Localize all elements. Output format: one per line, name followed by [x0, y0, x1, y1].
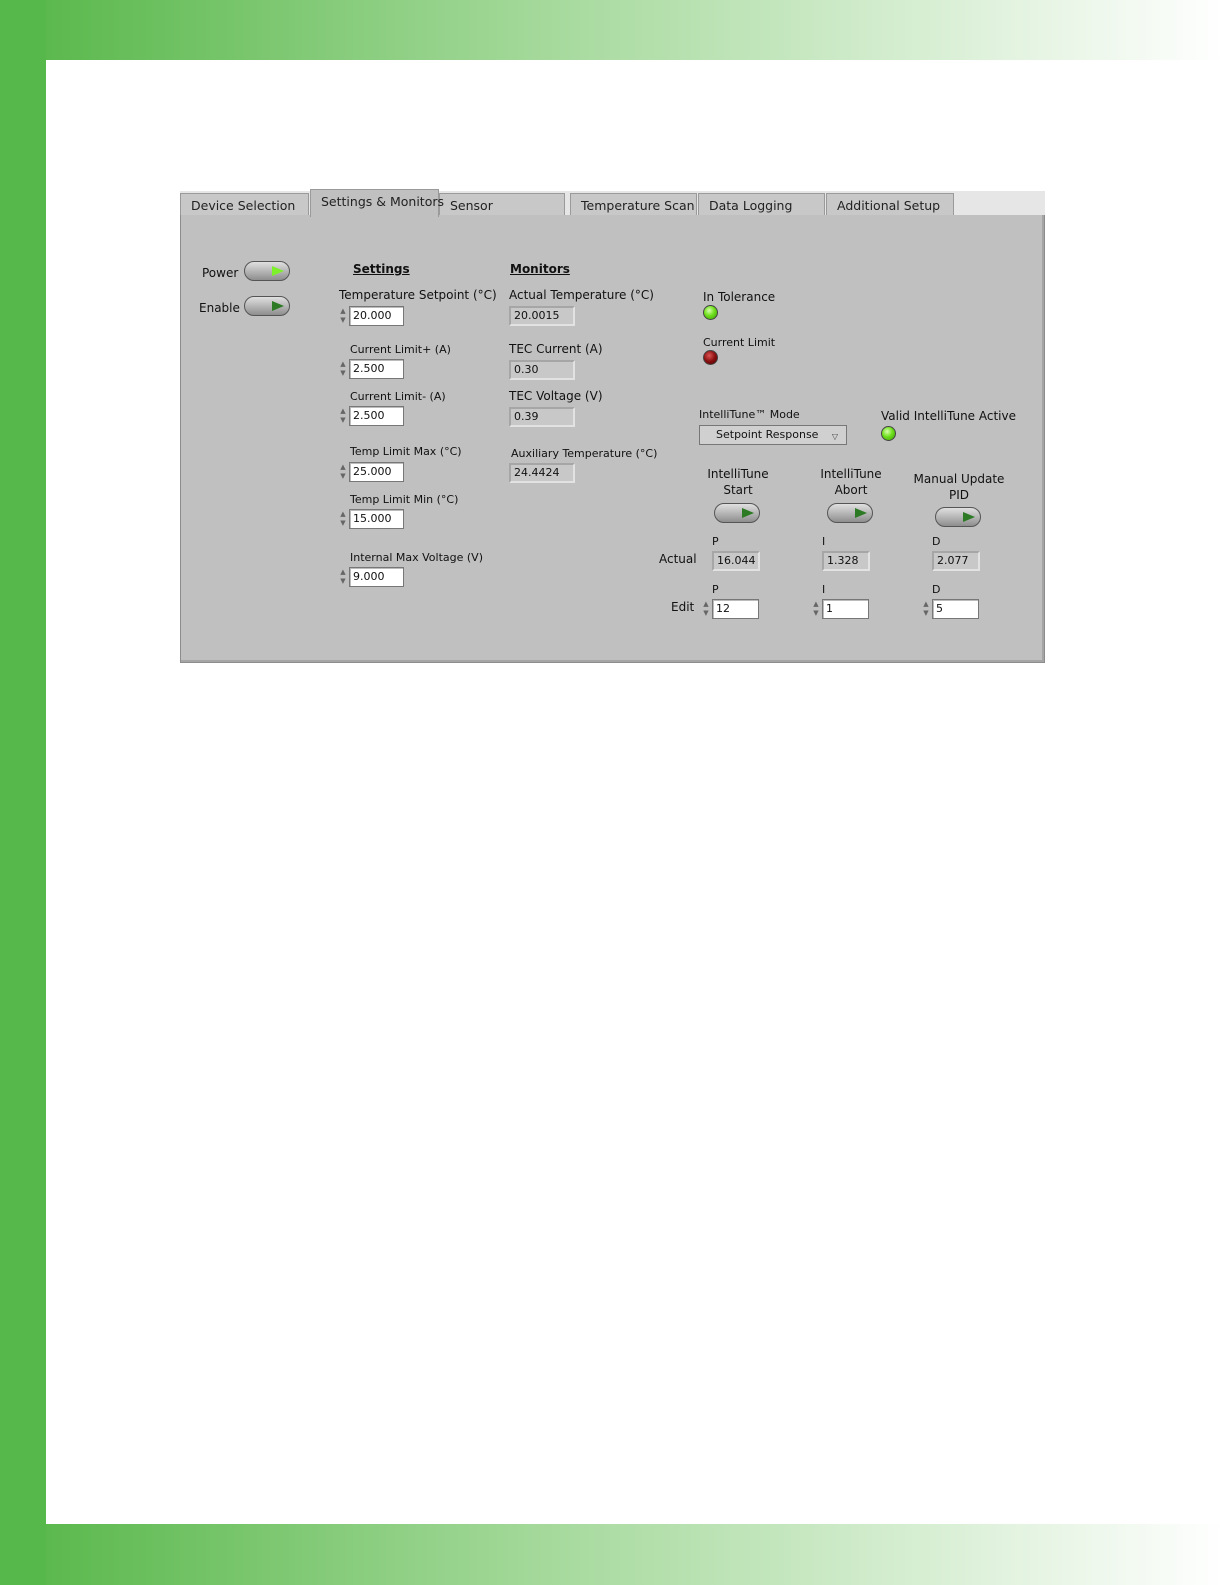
temp-limit-max-label: Temp Limit Max (°C) [350, 445, 462, 458]
temp-limit-max-spinner[interactable]: ▲ ▼ [340, 463, 346, 480]
tab-bar [180, 191, 1045, 215]
current-limit-neg-control [338, 406, 408, 428]
internal-max-voltage-spinner[interactable]: ▲ ▼ [340, 568, 346, 585]
left-brand-bar [0, 0, 46, 1585]
current-limit-neg-label: Current Limit- (A) [350, 390, 446, 403]
pid-edit-p-input[interactable]: 12 [712, 599, 759, 619]
pid-edit-i-control [811, 599, 873, 621]
intellitune-mode-label: IntelliTune™ Mode [699, 408, 800, 421]
pid-actual-d-readout: 2.077 [932, 551, 980, 571]
current-limit-status-label: Current Limit [703, 336, 776, 349]
manual-update-pid-label: Manual Update PID [913, 472, 1005, 502]
temp-limit-min-spinner[interactable]: ▲ ▼ [340, 510, 346, 527]
intellitune-abort-label: IntelliTune Abort [820, 467, 882, 497]
temp-limit-min-input[interactable]: 15.000 [349, 509, 404, 529]
bottom-gradient-band [46, 1524, 1225, 1585]
tec-current-readout: 0.30 [509, 360, 575, 380]
internal-max-voltage-control [338, 567, 408, 589]
tab-data-logging[interactable]: Data Logging [698, 193, 825, 215]
dropdown-arrow-icon: ▽ [831, 432, 838, 441]
pid-actual-label: Actual [659, 552, 697, 566]
manual-update-led-icon [963, 512, 975, 522]
temp-setpoint-spinner[interactable]: ▲ ▼ [340, 307, 346, 324]
tec-voltage-label: TEC Voltage (V) [509, 389, 603, 403]
pid-edit-i-spinner[interactable]: ▲ ▼ [813, 600, 819, 617]
settings-header: Settings [353, 262, 410, 276]
manual-update-pid-button[interactable] [935, 507, 981, 527]
tec-current-label: TEC Current (A) [509, 342, 603, 356]
temp-limit-max-control [338, 462, 408, 484]
intellitune-mode-value: Setpoint Response [716, 428, 819, 441]
pid-edit-i-label: I [822, 583, 826, 596]
monitors-header: Monitors [510, 262, 570, 276]
enable-switch[interactable] [244, 296, 290, 316]
power-label: Power [202, 266, 239, 280]
pid-edit-d-spinner[interactable]: ▲ ▼ [923, 600, 929, 617]
pid-edit-d-label: D [932, 583, 941, 596]
current-limit-neg-input[interactable]: 2.500 [349, 406, 404, 426]
temp-limit-min-label: Temp Limit Min (°C) [350, 493, 459, 506]
tab-additional-setup[interactable]: Additional Setup [826, 193, 954, 215]
temp-limit-max-input[interactable]: 25.000 [349, 462, 404, 482]
top-gradient-band [46, 0, 1225, 60]
in-tolerance-label: In Tolerance [703, 290, 776, 304]
settings-monitors-panel [180, 215, 1045, 663]
valid-intellitune-led [881, 426, 896, 441]
pid-edit-p-label: P [712, 583, 719, 596]
temp-limit-min-control [338, 509, 408, 531]
valid-intellitune-label: Valid IntelliTune Active [881, 409, 1016, 423]
start-led-icon [742, 508, 754, 518]
pid-actual-p-label: P [712, 535, 719, 548]
temp-setpoint-input[interactable]: 20.000 [349, 306, 404, 326]
tab-temperature-scan[interactable]: Temperature Scan [570, 193, 697, 215]
intellitune-start-label: IntelliTune Start [707, 467, 769, 497]
power-switch[interactable] [244, 261, 290, 281]
internal-max-voltage-input[interactable]: 9.000 [349, 567, 404, 587]
intellitune-mode-dropdown[interactable] [699, 425, 847, 445]
current-limit-pos-label: Current Limit+ (A) [350, 343, 451, 356]
power-led-icon [272, 266, 284, 276]
current-limit-pos-spinner[interactable]: ▲ ▼ [340, 360, 346, 377]
auxiliary-temperature-readout: 24.4424 [509, 463, 575, 483]
temp-setpoint-label: Temperature Setpoint (°C) [339, 288, 497, 302]
current-limit-pos-control [338, 359, 408, 381]
enable-label: Enable [199, 301, 240, 315]
actual-temperature-readout: 20.0015 [509, 306, 575, 326]
internal-max-voltage-label: Internal Max Voltage (V) [350, 551, 483, 564]
pid-edit-p-control [701, 599, 763, 621]
abort-led-icon [855, 508, 867, 518]
intellitune-start-button[interactable] [714, 503, 760, 523]
auxiliary-temperature-label: Auxiliary Temperature (°C) [511, 447, 658, 460]
in-tolerance-led [703, 305, 718, 320]
current-limit-neg-spinner[interactable]: ▲ ▼ [340, 407, 346, 424]
tab-settings-monitors[interactable]: Settings & Monitors [310, 189, 439, 217]
intellitune-abort-button[interactable] [827, 503, 873, 523]
pid-edit-i-input[interactable]: 1 [822, 599, 869, 619]
pid-edit-label: Edit [671, 600, 695, 614]
pid-actual-p-readout: 16.044 [712, 551, 760, 571]
tab-sensor[interactable]: Sensor [439, 193, 565, 215]
current-limit-pos-input[interactable]: 2.500 [349, 359, 404, 379]
pid-actual-i-label: I [822, 535, 826, 548]
tec-voltage-readout: 0.39 [509, 407, 575, 427]
enable-led-icon [272, 301, 284, 311]
pid-actual-i-readout: 1.328 [822, 551, 870, 571]
tab-device-selection[interactable]: Device Selection [180, 193, 309, 215]
temp-setpoint-control [338, 306, 408, 328]
tec-control-window [180, 191, 1045, 663]
pid-actual-d-label: D [932, 535, 941, 548]
current-limit-led [703, 350, 718, 365]
actual-temperature-label: Actual Temperature (°C) [509, 288, 654, 302]
pid-edit-d-input[interactable]: 5 [932, 599, 979, 619]
pid-edit-p-spinner[interactable]: ▲ ▼ [703, 600, 709, 617]
pid-edit-d-control [921, 599, 983, 621]
